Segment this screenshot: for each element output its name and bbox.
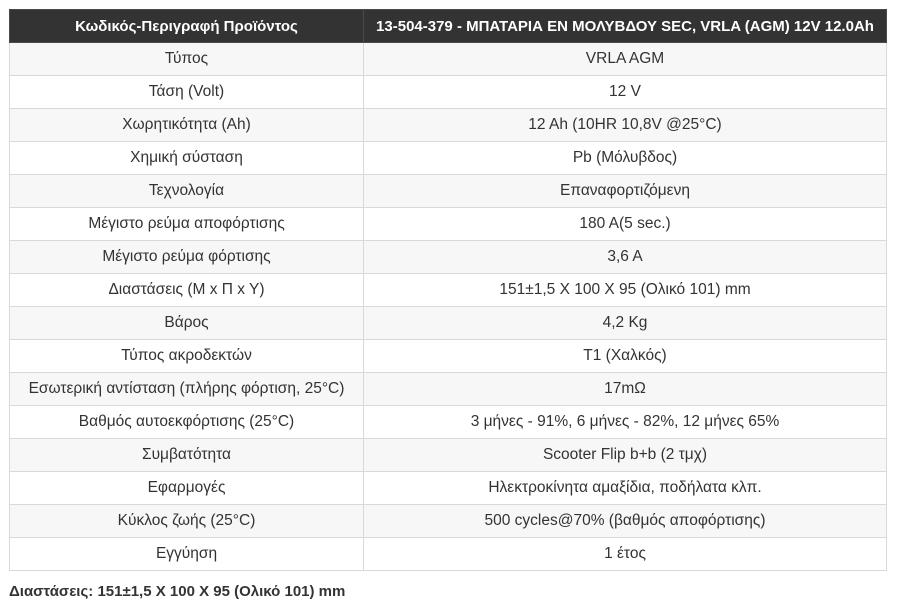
table-row: [10, 274, 887, 307]
spec-label: Μέγιστο ρεύμα αποφόρτισης: [10, 208, 364, 241]
spec-value: 180 A(5 sec.): [364, 208, 887, 241]
spec-label: Μέγιστο ρεύμα φόρτισης: [10, 241, 364, 274]
spec-label: Τεχνολογία: [10, 175, 364, 208]
spec-label: Βαθμός αυτοεκφόρτισης (25°C): [10, 406, 364, 439]
table-row: [10, 472, 887, 505]
table-row: [10, 43, 887, 76]
table-row: [10, 373, 887, 406]
table-row: [10, 439, 887, 472]
table-row: [10, 175, 887, 208]
spec-label: Χημική σύσταση: [10, 142, 364, 175]
spec-value: Επαναφορτιζόμενη: [364, 175, 887, 208]
table-row: [10, 109, 887, 142]
spec-label: Τάση (Volt): [10, 76, 364, 109]
spec-label: Διαστάσεις (M x Π x Y): [10, 274, 364, 307]
spec-value: Ηλεκτροκίνητα αμαξίδια, ποδήλατα κλπ.: [364, 472, 887, 505]
spec-label: Συμβατότητα: [10, 439, 364, 472]
table-header-row: [10, 10, 887, 43]
table-body: [10, 43, 887, 571]
spec-label: Βάρος: [10, 307, 364, 340]
table-row: [10, 538, 887, 571]
spec-label: Εφαρμογές: [10, 472, 364, 505]
table-row: [10, 208, 887, 241]
spec-value: 12 V: [364, 76, 887, 109]
header-label-cell: Κωδικός-Περιγραφή Προϊόντος: [10, 10, 364, 43]
spec-value: 1 έτος: [364, 538, 887, 571]
spec-value: 17mΩ: [364, 373, 887, 406]
spec-label: Εσωτερική αντίσταση (πλήρης φόρτιση, 25°C): [10, 373, 364, 406]
spec-value: 4,2 Kg: [364, 307, 887, 340]
table-row: [10, 142, 887, 175]
dimensions-footer-text: Διαστάσεις: 151±1,5 X 100 X 95 (Ολικό 101) mm: [9, 583, 346, 600]
header-product-cell: 13-504-379 - ΜΠΑΤΑΡΙΑ ΕΝ ΜΟΛΥΒΔΟΥ SEC, VRLA (AGM) 12V 12.0Ah: [364, 10, 887, 43]
spec-value: 12 Ah (10HR 10,8V @25°C): [364, 109, 887, 142]
spec-value: T1 (Χαλκός): [364, 340, 887, 373]
table-row: [10, 505, 887, 538]
table-row: [10, 76, 887, 109]
spec-label: Εγγύηση: [10, 538, 364, 571]
spec-value: 500 cycles@70% (βαθμός αποφόρτισης): [364, 505, 887, 538]
spec-label: Τύπος: [10, 43, 364, 76]
spec-value: VRLA AGM: [364, 43, 887, 76]
spec-value: 3 μήνες - 91%, 6 μήνες - 82%, 12 μήνες 65%: [364, 406, 887, 439]
table-row: [10, 307, 887, 340]
table-row: [10, 406, 887, 439]
spec-label: Κύκλος ζωής (25°C): [10, 505, 364, 538]
spec-label: Τύπος ακροδεκτών: [10, 340, 364, 373]
product-spec-table: [9, 9, 887, 571]
spec-value: Scooter Flip b+b (2 τμχ): [364, 439, 887, 472]
table-row: [10, 241, 887, 274]
spec-label: Χωρητικότητα (Ah): [10, 109, 364, 142]
spec-value: Pb (Μόλυβδος): [364, 142, 887, 175]
table-row: [10, 340, 887, 373]
spec-value: 151±1,5 X 100 X 95 (Ολικό 101) mm: [364, 274, 887, 307]
spec-value: 3,6 A: [364, 241, 887, 274]
